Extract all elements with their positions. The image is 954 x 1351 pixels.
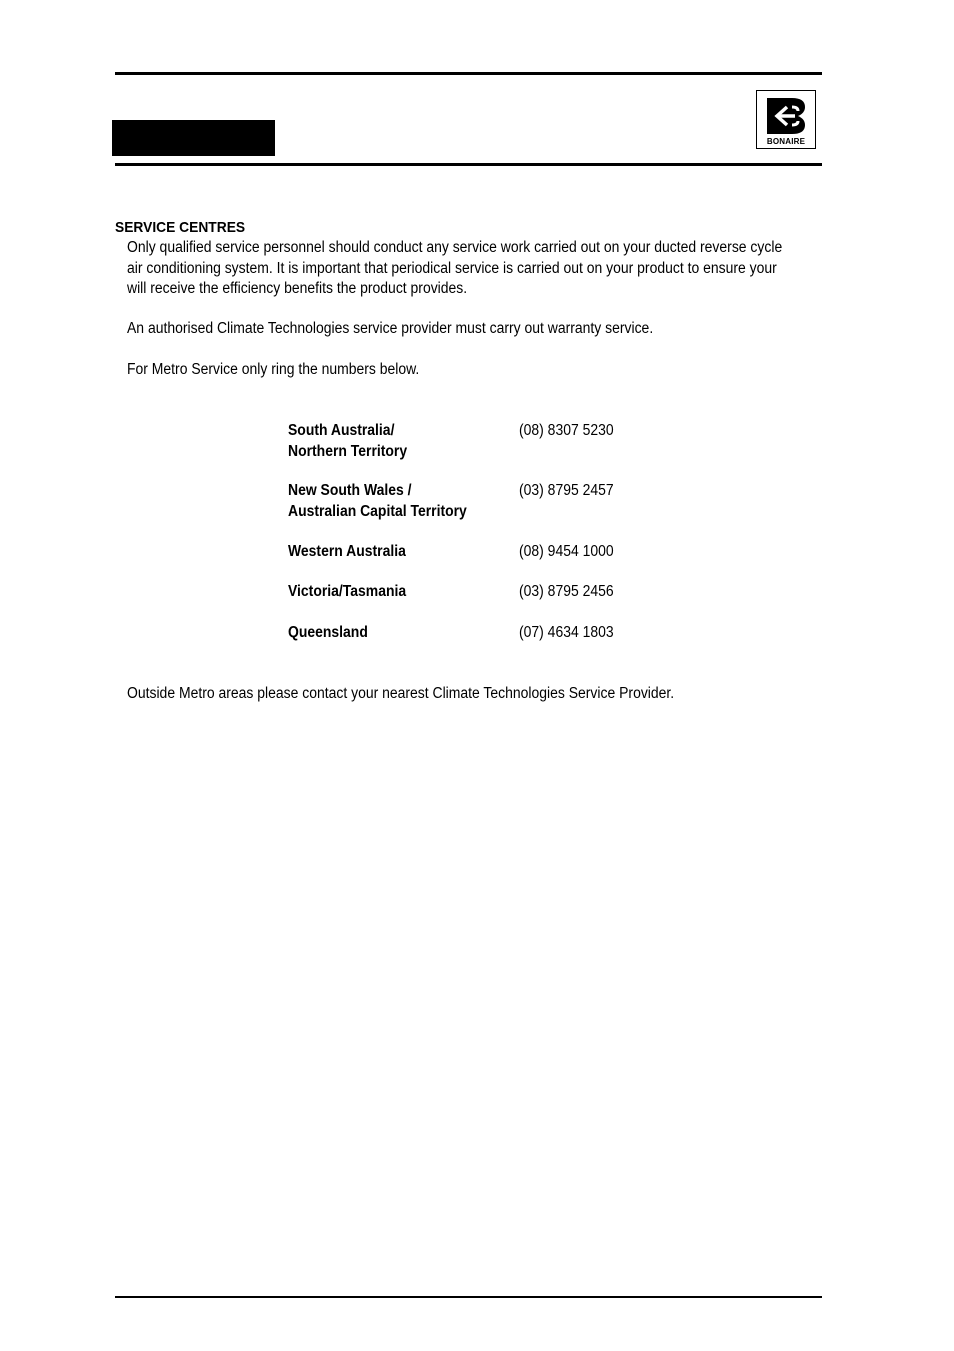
region-line: Australian Capital Territory bbox=[288, 502, 467, 520]
logo-wordmark: BONAIRE bbox=[766, 137, 806, 146]
centre-phone: (08) 8307 5230 bbox=[519, 422, 614, 439]
region-line: Queensland bbox=[288, 624, 368, 641]
page-title: SERVICE CENTRES bbox=[115, 219, 246, 236]
intro-line: will receive the efficiency benefits the product provides. bbox=[127, 280, 468, 297]
region-line: South Australia/ bbox=[288, 422, 395, 439]
centre-phone: (03) 8795 2456 bbox=[519, 583, 614, 600]
region-line: Western Australia bbox=[288, 543, 406, 560]
bonaire-logo bbox=[756, 90, 816, 149]
centre-region bbox=[288, 542, 406, 563]
footer-rule bbox=[115, 1296, 822, 1298]
warranty-line: An authorised Climate Technologies service provider must carry out warranty service. bbox=[127, 320, 654, 337]
centre-region bbox=[288, 582, 406, 603]
top-rule bbox=[115, 72, 822, 75]
intro-paragraph bbox=[127, 238, 782, 300]
metro-line: For Metro Service only ring the numbers below. bbox=[127, 361, 420, 378]
bonaire-logo-icon bbox=[765, 96, 808, 136]
centre-region bbox=[288, 481, 467, 522]
region-line: Northern Territory bbox=[288, 442, 408, 460]
centre-phone: (07) 4634 1803 bbox=[519, 624, 614, 641]
intro-line: Only qualified service personnel should conduct any service work carried out on your ducted reverse cycle bbox=[127, 239, 783, 256]
outside-metro-paragraph: Outside Metro areas please contact your nearest Climate Technologies Service Provider. bbox=[127, 685, 675, 702]
section-tab-block bbox=[112, 120, 275, 156]
metro-paragraph bbox=[127, 360, 419, 381]
header-bottom-rule bbox=[115, 163, 822, 166]
region-line: Victoria/Tasmania bbox=[288, 583, 407, 600]
centre-phone: (03) 8795 2457 bbox=[519, 482, 614, 499]
centre-region bbox=[288, 421, 407, 462]
centre-phone: (08) 9454 1000 bbox=[519, 543, 614, 560]
warranty-paragraph bbox=[127, 319, 653, 340]
intro-line: air conditioning system. It is important that periodical service is carried out on your product to ensure your bbox=[127, 259, 777, 277]
centre-region bbox=[288, 623, 368, 644]
region-line: New South Wales / bbox=[288, 482, 412, 499]
